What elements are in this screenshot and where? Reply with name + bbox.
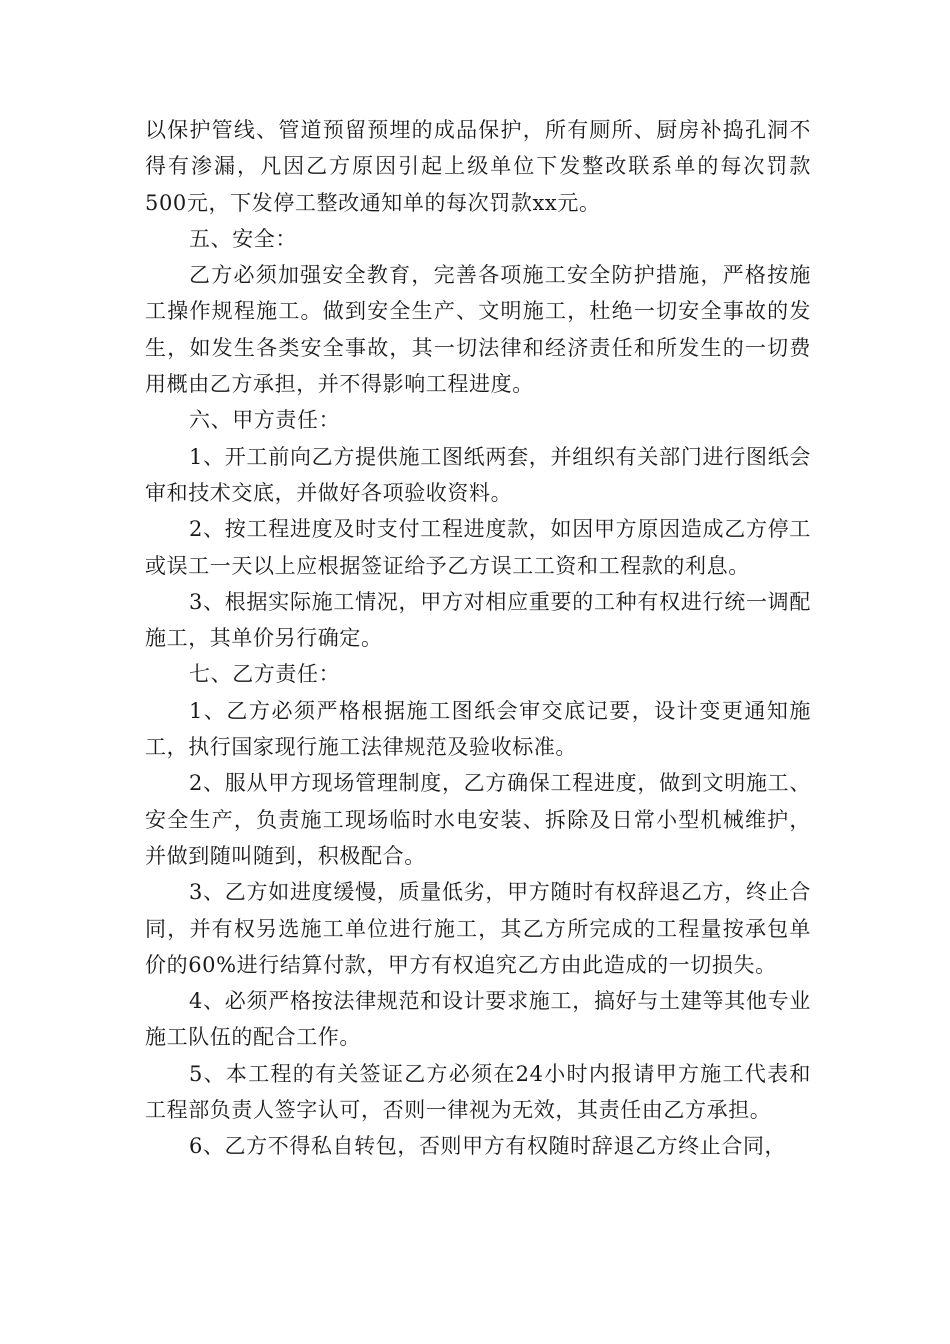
party-a-duty-1: 1、开工前向乙方提供施工图纸两套，并组织有关部门进行图纸会审和技术交底，并做好各项验收资料。 (145, 444, 811, 505)
heading-party-a-duties: 六、甲方责任： (189, 408, 341, 433)
paragraph-protection-penalty: 以保护管线、管道预留预埋的成品保护，所有厕所、厨房补捣孔洞不得有渗漏，凡因乙方原因引起上级单位下发整改联系单的每次罚款500元，下发停工整改通知单的每次罚款xx元。 (145, 118, 811, 215)
party-b-duty-5: 5、本工程的有关签证乙方必须在24小时内报请甲方施工代表和工程部负责人签字认可，否则一律视为无效，其责任由乙方承担。 (145, 1061, 811, 1123)
party-b-duty-6: 6、乙方不得私自转包，否则甲方有权随时辞退乙方终止合同， (189, 1134, 787, 1159)
party-b-duty-4: 4、必须严格按法律规范和设计要求施工，搞好与土建等其他专业施工队伍的配合工作。 (145, 989, 811, 1050)
party-b-duty-2: 2、服从甲方现场管理制度，乙方确保工程进度，做到文明施工、安全生产，负责施工现场临时水电安装、拆除及日常小型机械维护，并做到随叫随到，积极配合。 (145, 771, 811, 868)
paragraph-safety: 乙方必须加强安全教育，完善各项施工安全防护措施，严格按施工操作规程施工。做到安全生产、文明施工，杜绝一切安全事故的发生，如发生各类安全事故，其一切法律和经济责任和所发生的一切费用概由乙方承担，并不得影响工程进度。 (145, 263, 811, 397)
party-b-duty-1: 1、乙方必须严格根据施工图纸会审交底记要，设计变更通知施工，执行国家现行施工法律规范及验收标准。 (145, 698, 811, 760)
document-body (145, 112, 811, 1165)
heading-safety: 五、安全： (189, 226, 297, 251)
party-a-duty-2: 2、按工程进度及时支付工程进度款，如因甲方原因造成乙方停工或误工一天以上应根据签证给予乙方误工工资和工程款的利息。 (145, 517, 811, 578)
party-b-duty-3: 3、乙方如进度缓慢，质量低劣，甲方随时有权辞退乙方，终止合同，并有权另选施工单位进行施工，其乙方所完成的工程量按承包单价的60%进行结算付款，甲方有权追究乙方由此造成的一切损失。 (145, 880, 811, 977)
heading-party-b-duties: 七、乙方责任： (189, 662, 341, 687)
party-a-duty-3: 3、根据实际施工情况，甲方对相应重要的工种有权进行统一调配施工，其单价另行确定。 (145, 589, 811, 651)
